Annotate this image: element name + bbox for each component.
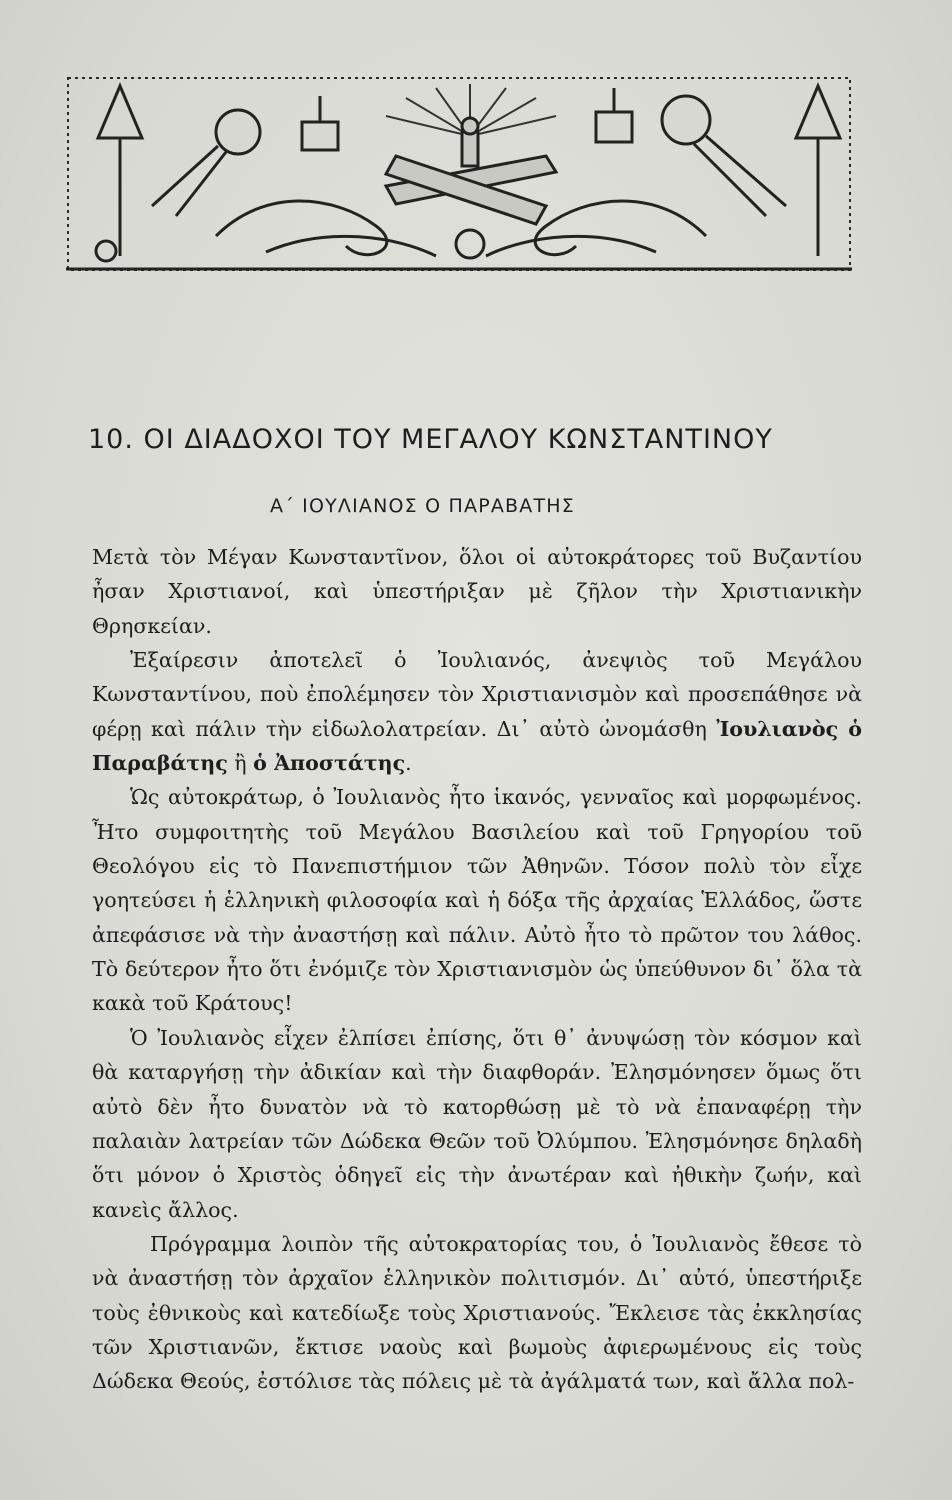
bold-name-apostatis: ὁ Ἀποστάτης	[253, 751, 406, 776]
paragraph-4: Ὁ Ἰουλιανὸς εἶχεν ἐλπίσει ἐπίσης, ὅτι θ᾽ ἀνυψώσῃ τὸν κόσμον καὶ θὰ καταργήσῃ τὴν ἀδικίαν καὶ τὴν διαφθοράν. Ἐλησμόνησεν ὅμως ὅτι αὐτὸ δὲν ἦτο δυνατὸν νὰ τὸ κατορθώσῃ μὲ τὸ νὰ ἐπαναφέρῃ τὴν παλαιὰν λατρείαν τῶν Δώδεκα Θεῶν τοῦ Ὀλύμπου. Ἐλησμόνησε δηλαδὴ ὅτι μόνον ὁ Χριστὸς ὁδηγεῖ εἰς τὴν ἀνωτέραν καὶ ἠθικὴν ζωήν, καὶ κανεὶς ἄλλος.	[92, 1025, 862, 1222]
bold-name-paravatis: Ἰουλιανὸς ὁ Παραβάτης	[92, 716, 862, 776]
chapter-title: 10. ΟΙ ΔΙΑΔΟΧΟΙ ΤΟΥ ΜΕΓΑΛΟΥ ΚΩΝΣΤΑΝΤΙΝΟΥ	[88, 424, 773, 455]
ornament-illustration	[66, 76, 852, 272]
paragraph-2-text: Ἐξαίρεσιν ἀποτελεῖ ὁ Ἰουλιανός, ἀνεψιὸς τοῦ Μεγάλου Κωνσταντίνου, ποὺ ἐπολέμησεν τὸν Χριστιανισμὸν καὶ προσεπάθησε νὰ φέρῃ καὶ πάλιν τὴν εἰδωλολατρείαν. Δι᾽ αὐτὸ ὠνομάσθη	[92, 648, 862, 741]
decorative-header-vignette	[66, 76, 852, 272]
paragraph-1: Μετὰ τὸν Μέγαν Κωνσταντῖνον, ὅλοι οἱ αὐτοκράτορες τοῦ Βυζαντίου ἦσαν Χριστιανοί, καὶ ὑπεστήριξαν μὲ ζῆλον τὴν Χριστιανικὴν Θρησκείαν.	[92, 545, 862, 638]
paragraph-2-connector: ἢ	[227, 751, 254, 776]
body-text	[92, 540, 862, 1399]
paragraph-2	[92, 643, 862, 780]
paragraph-2-end: .	[405, 751, 412, 776]
section-title: Α΄ ΙΟΥΛΙΑΝΟΣ Ο ΠΑΡΑΒΑΤΗΣ	[270, 495, 575, 517]
paragraph-3: Ὡς αὐτοκράτωρ, ὁ Ἰουλιανὸς ἦτο ἱκανός, γενναῖος καὶ μορφωμένος. Ἦτο συμφοιτητὴς τοῦ Μεγάλου Βασιλείου καὶ τοῦ Γρηγορίου τοῦ Θεολόγου εἰς τὸ Πανεπιστήμιον τῶν Ἀθηνῶν. Τόσον πολὺ τὸν εἶχε γοητεύσει ἡ ἑλληνικὴ φιλοσοφία καὶ ἡ δόξα τῆς ἀρχαίας Ἑλλάδος, ὥστε ἀπεφάσισε νὰ τὴν ἀναστήσῃ καὶ πάλιν. Αὐτὸ ἦτο τὸ πρῶτον του λάθος. Τὸ δεύτερον ἦτο ὅτι ἐνόμιζε τὸν Χριστιανισμὸν ὡς ὑπεύθυνον δι᾽ ὅλα τὰ κακὰ τοῦ Κράτους!	[92, 785, 862, 1016]
paragraph-5: Πρόγραμμα λοιπὸν τῆς αὐτοκρατορίας του, ὁ Ἰουλιανὸς ἔθεσε τὸ νὰ ἀναστήσῃ τὸν ἀρχαῖον ἑλληνικὸν πολιτισμόν. Δι᾽ αὐτό, ὑπεστήριξε τοὺς ἐθνικοὺς καὶ κατεδίωξε τοὺς Χριστιανούς. Ἔκλεισε τὰς ἐκκλησίας τῶν Χριστιανῶν, ἔκτισε ναοὺς καὶ βωμοὺς ἀφιερωμένους εἰς τοὺς Δώδεκα Θεούς, ἐστόλισε τὰς πόλεις μὲ τὰ ἀγάλματά των, καὶ ἄλλα πολ-	[92, 1231, 862, 1394]
